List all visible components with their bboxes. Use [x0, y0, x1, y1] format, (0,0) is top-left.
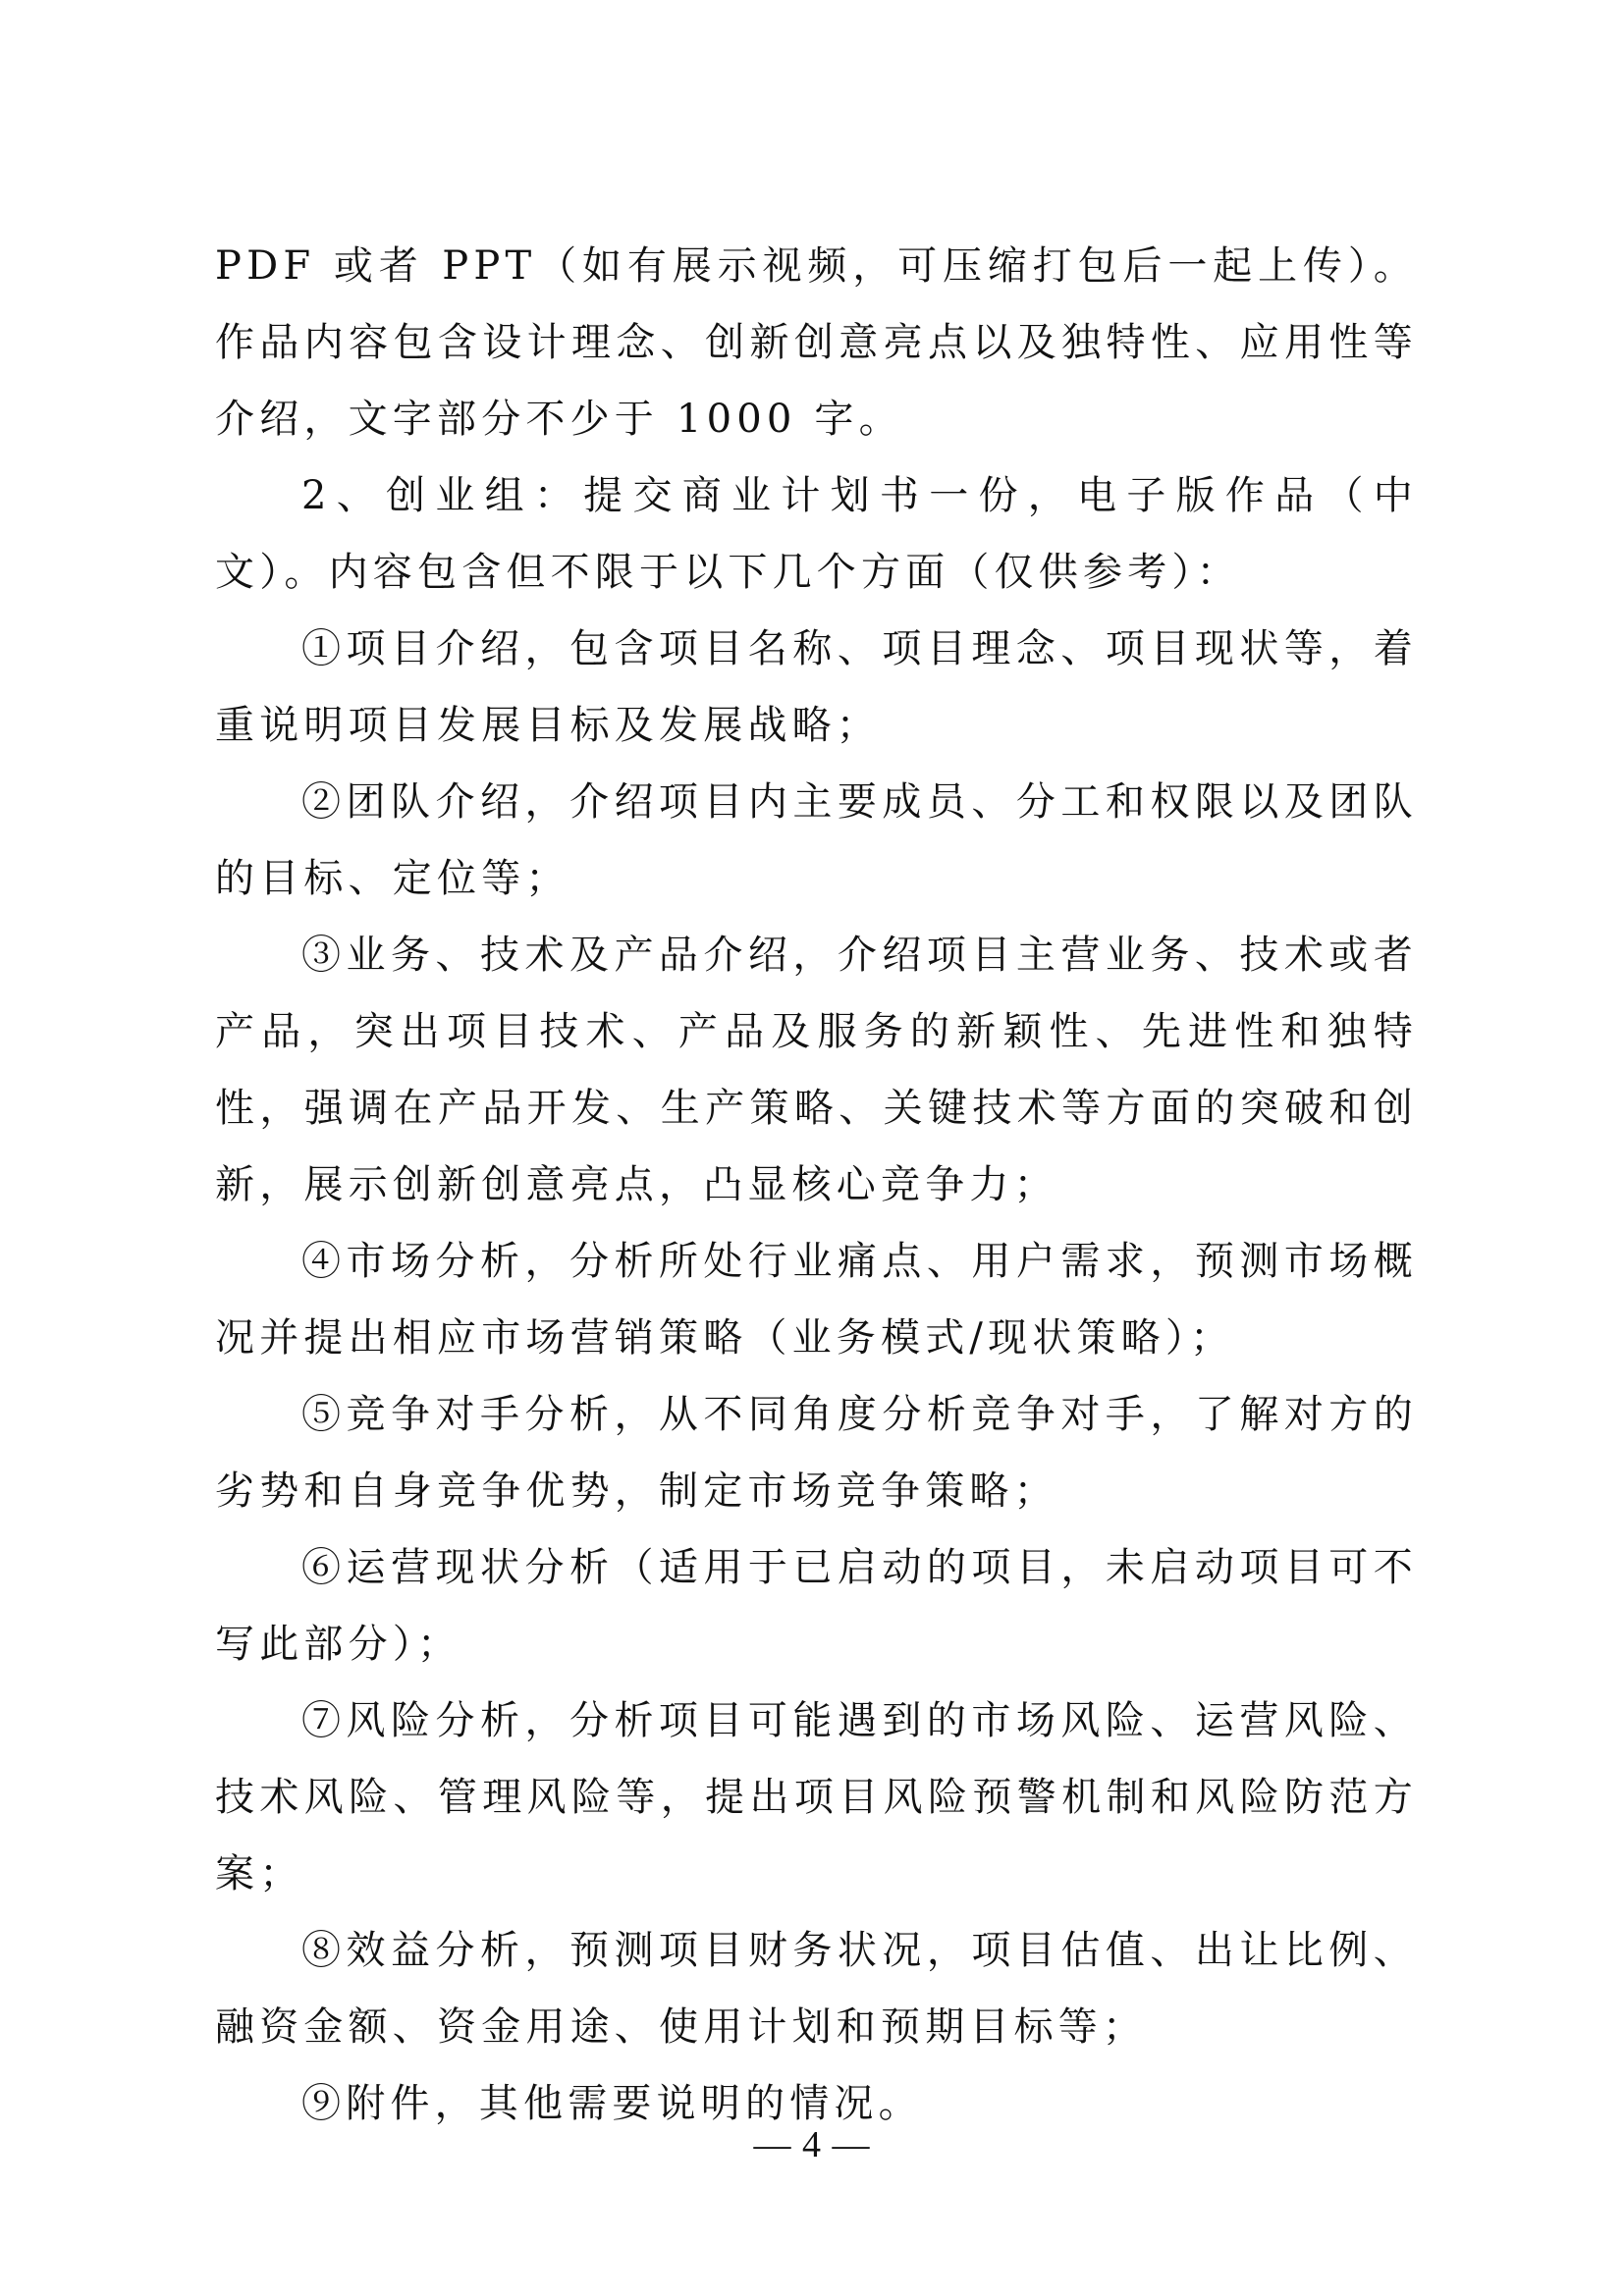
list-item-team-intro: ②团队介绍，介绍项目内主要成员、分工和权限以及团队的目标、定位等； [215, 779, 1418, 901]
paragraph-submission-format: PDF 或者 PPT（如有展示视频，可压缩打包后一起上传）。作品内容包含设计理念、创新创意亮点以及独特性、应用性等介绍，文字部分不少于 1000 字。 [215, 243, 1418, 442]
list-item-project-intro: ①项目介绍，包含项目名称、项目理念、项目现状等，着重说明项目发展目标及发展战略； [215, 626, 1418, 748]
list-item-operation-status: ⑥运营现状分析（适用于已启动的项目，未启动项目可不写此部分）； [215, 1545, 1418, 1667]
list-item-competitor-analysis: ⑤竞争对手分析，从不同角度分析竞争对手，了解对方的劣势和自身竞争优势，制定市场竞争策略； [215, 1392, 1418, 1514]
list-item-risk-analysis: ⑦风险分析，分析项目可能遇到的市场风险、运营风险、技术风险、管理风险等，提出项目风险预警机制和风险防范方案； [215, 1698, 1418, 1896]
list-item-benefit-analysis: ⑧效益分析，预测项目财务状况，项目估值、出让比例、融资金额、资金用途、使用计划和预期目标等； [215, 1928, 1418, 2050]
document-body [215, 228, 1418, 2142]
paragraph-startup-group: 2、创业组：提交商业计划书一份，电子版作品（中文）。内容包含但不限于以下几个方面（仅供参考）： [215, 473, 1418, 595]
list-item-attachments: ⑨附件，其他需要说明的情况。 [301, 2081, 923, 2126]
page-number: — 4 — [753, 2124, 871, 2165]
list-item-business-tech-product: ③业务、技术及产品介绍，介绍项目主营业务、技术或者产品，突出项目技术、产品及服务的新颖性、先进性和独特性，强调在产品开发、生产策略、关键技术等方面的突破和创新，展示创新创意亮点，凸显核心竞争力； [215, 933, 1418, 1207]
list-item-market-analysis: ④市场分析，分析所处行业痛点、用户需求，预测市场概况并提出相应市场营销策略（业务模式/现状策略）； [215, 1239, 1418, 1361]
